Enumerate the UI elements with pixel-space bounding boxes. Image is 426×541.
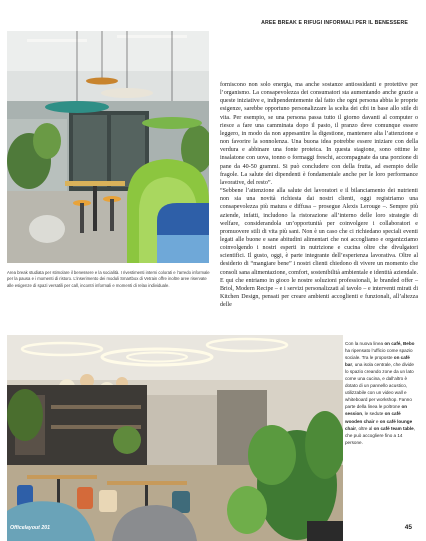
section-header: AREE BREAK E RIFUGI INFORMALI PER IL BENESSERE bbox=[261, 20, 408, 26]
sidebar-product-name: on café wooden chair bbox=[345, 411, 401, 424]
sidebar-text-segment: , che può accogliere fino a 14 persone. bbox=[345, 425, 415, 445]
article-paragraph: “Sebbene l’attenzione alla salute dei lavoratori e il bilanciamento dei nutrienti non sia una novità richiesta dai nostri clienti, oggi registriamo una consapevolezza più matura e diffusa – prosegue Alexis Lerouge –. Sempre più aziende, infatti, includono la ristorazione all’interno delle loro strategie di welfare, considerandola un’opportunità per coinvolgere i collaboratori e promuovere stili di vita più sani. Non è un caso che ci richiedano speciali eventi legati alle buone e sane abitudini alimentari che noi accogliamo e organizziamo coinvolgendo i nostri esperti in nutrizione e cucina oltre che divulgatori scientifici. Il gusto, oggi, è parte integrante dell’esperienza lavorativa. Oltre al desiderio di “mangiare bene” i nostri clienti chiedono di vivere un momento che consoli sana alimentazione, comfort, sostenibilità ambientale e identità aziendale. E qui che entriamo in gioco le nostre soluzioni professionali, le branded offer – Briol, Modern Recipe – e i servizi personalizzati al tavolo – e interventi mirati di Kitchen Design, pensati per creare ambienti accoglienti e funzionali, all’altezza delle bbox=[220, 188, 418, 309]
magazine-brand: Officelayout 201 bbox=[10, 525, 50, 531]
sidebar-text-segment: , le sedute bbox=[362, 411, 385, 417]
sidebar-product-note bbox=[345, 340, 417, 446]
sidebar-text-segment: , oltre al bbox=[355, 425, 374, 431]
photo-break-area bbox=[7, 31, 209, 263]
page-number: 45 bbox=[404, 524, 412, 531]
sidebar-product-name: on café lounge chair bbox=[345, 418, 413, 431]
sidebar-text-segment: Con la nuova linea bbox=[345, 341, 385, 346]
sidebar-text-segment: e bbox=[374, 418, 380, 424]
article-paragraph: forniscono non solo energia, ma anche sostanze antiossidanti e protettive per l’organismo. La consapevolezza dei consumatori sta aumentando anche grazie a queste iniziative e, indipendentemente dal fatto che ogni persona abbia le proprie esigenze, sarebbe opportuno personalizzare la scelta dei cibi in base allo stile di vita. Per esempio, se una persona passa tutto il giorno davanti al computer o riesce a fare una camminata dopo il pasto, il pranzo deve comunque essere leggero, in modo da non appesantire la digestione, mantenere alta l’attenzione e non favorire la sonnolenza. Una buona idea potrebbe essere iniziare con della verdura e abbinare una fonte proteica. In questa stagione, sono ottime le insalatone con uova, tonno o formaggi freschi, accompagnate da una porzione di pane da 40-50 grammi. Si può concludere con della frutta, ad esempio delle fragole. La salute dei dipendenti è fondamentale anche per le loro performance lavorative, del resto”. bbox=[220, 82, 418, 186]
sidebar-product-name: on café team table bbox=[373, 425, 414, 431]
cafe-area-illustration bbox=[7, 335, 343, 541]
break-area-illustration bbox=[7, 31, 209, 263]
photo-cafe-area bbox=[7, 335, 343, 541]
sidebar-product-name: on café bar bbox=[345, 355, 410, 368]
sidebar-text-segment: , una isola centrale, che divide lo spazio creando zone da un lato come una cucina, e dall’altro è dotato di un pannello acustico, utilizzabile con un video wall e whiteboard per workshop. Fanno parte della linea le poltrone bbox=[345, 362, 414, 410]
photo-caption: Area break studiata per stimolare il benessere e la socialità. I rivestimenti interni colorati e l’arredo informale per la pausa e i momenti di ristoro. L’inserimento dei moduli Smartbox di Vetrain offre inoltre aree riservate alle esigenze di spazi versatili per call, incontri informali e momenti di relax individuale. bbox=[7, 270, 210, 288]
sidebar-text-segment: ha ripensato l’ufficio come spazio sociale. Tra le proposte bbox=[345, 348, 413, 361]
article-body bbox=[220, 81, 418, 309]
sidebar-product-name: on session bbox=[345, 404, 408, 417]
sidebar-product-name: on café, Bebo bbox=[384, 341, 415, 346]
